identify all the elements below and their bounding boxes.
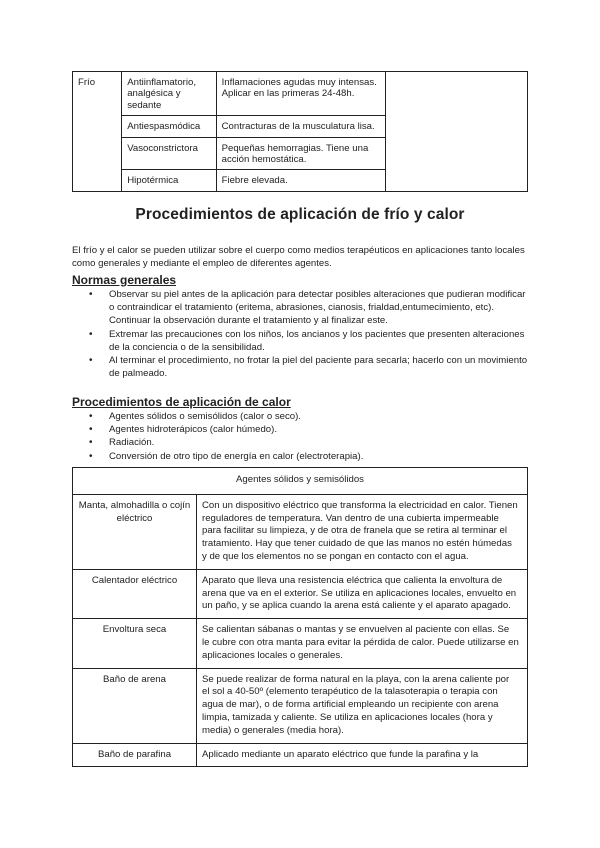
agent-name-cell: Baño de parafina xyxy=(73,743,197,767)
category-cell: Frío xyxy=(73,72,122,192)
indication-cell: Contracturas de la musculatura lisa. xyxy=(216,116,386,137)
agent-name-cell: Calentador eléctrico xyxy=(73,569,197,618)
table-row xyxy=(73,668,528,743)
agent-name-cell: Manta, almohadilla o cojín eléctrico xyxy=(73,494,197,569)
cold-effects-table xyxy=(72,71,528,192)
empty-cell xyxy=(386,72,528,192)
agent-name-cell: Envoltura seca xyxy=(73,619,197,668)
agent-desc-cell: Aparato que lleva una resistencia eléctrica que calienta la envoltura de arena que va en el exterior. Se utiliza en aplicaciones locales, envuelto en un paño, y se aplica cuando la arena está caliente y el aparato apagado. xyxy=(197,569,528,618)
calor-list xyxy=(72,410,528,463)
list-item: • Agentes sólidos o semisólidos (calor o seco). xyxy=(72,410,528,423)
table-row xyxy=(73,619,528,668)
agent-desc-cell: Se calientan sábanas o mantas y se envuelven al paciente con ellas. Se le cubre con otra manta para evitar la pérdida de calor. Puede utilizarse en aplicaciones locales o generales. xyxy=(197,619,528,668)
table-row xyxy=(73,72,528,116)
effect-cell: Antiinflamatorio, analgésica y sedante xyxy=(122,72,216,116)
table-row xyxy=(73,569,528,618)
table-row xyxy=(73,743,528,767)
calor-heading: Procedimientos de aplicación de calor xyxy=(72,395,291,409)
indication-cell: Inflamaciones agudas muy intensas. Aplicar en las primeras 24-48h. xyxy=(216,72,386,116)
normas-list xyxy=(72,288,528,380)
list-item: • Agentes hidroterápicos (calor húmedo). xyxy=(72,423,528,436)
list-item: • Conversión de otro tipo de energía en calor (electroterapia). xyxy=(72,450,528,463)
list-item: • Al terminar el procedimiento, no frotar la piel del paciente para secarla; hacerlo con un movimiento de palmeado. xyxy=(72,354,528,380)
page-title: Procedimientos de aplicación de frío y calor xyxy=(135,206,465,223)
indication-cell: Fiebre elevada. xyxy=(216,170,386,191)
agents-table xyxy=(72,467,528,767)
effect-cell: Vasoconstrictora xyxy=(122,137,216,170)
table-header: Agentes sólidos y semisólidos xyxy=(73,468,528,495)
effect-cell: Antiespasmódica xyxy=(122,116,216,137)
table-row xyxy=(73,494,528,569)
effect-cell: Hipotérmica xyxy=(122,170,216,191)
agent-desc-cell: Con un dispositivo eléctrico que transforma la electricidad en calor. Tienen reguladores de temperatura. Van dentro de una cubierta impermeable para facilitar su limpieza, y de otra de franela que se retira al terminar el tratamiento. Hay que tener cuidado de que las manos no estén húmedas y de que los elementos no se pongan en contacto con el agua. xyxy=(197,494,528,569)
table-header-row xyxy=(73,468,528,495)
intro-paragraph: El frío y el calor se pueden utilizar sobre el cuerpo como medios terapéuticos en aplicaciones tanto locales como generales y mediante el empleo de diferentes agentes. xyxy=(72,245,525,269)
agent-desc-cell: Aplicado mediante un aparato eléctrico que funde la parafina y la xyxy=(197,743,528,767)
list-item: • Observar su piel antes de la aplicación para detectar posibles alteraciones que pudieran modificar o contraindicar el tratamiento (eritema, abrasiones, cianosis, frialdad,entumecimiento, etc). Continuar la observación durante el tratamiento y al finalizar este. xyxy=(72,288,528,328)
normas-heading: Normas generales xyxy=(72,273,177,287)
agent-name-cell: Baño de arena xyxy=(73,668,197,743)
list-item: • Extremar las precauciones con los niños, los ancianos y los pacientes que presenten alteraciones de la conciencia o de la sensibilidad. xyxy=(72,328,528,354)
list-item: • Radiación. xyxy=(72,436,528,449)
agent-desc-cell: Se puede realizar de forma natural en la playa, con la arena caliente por el sol a 40-50º (elemento terapéutico de la talasoterapia o terapia con agua de mar), o de forma artificial empleando un recipiente con arena limpia, tamizada y caliente. Se utiliza en aplicaciones locales (hora y media) o generales (media hora). xyxy=(197,668,528,743)
indication-cell: Pequeñas hemorragias. Tiene una acción hemostática. xyxy=(216,137,386,170)
